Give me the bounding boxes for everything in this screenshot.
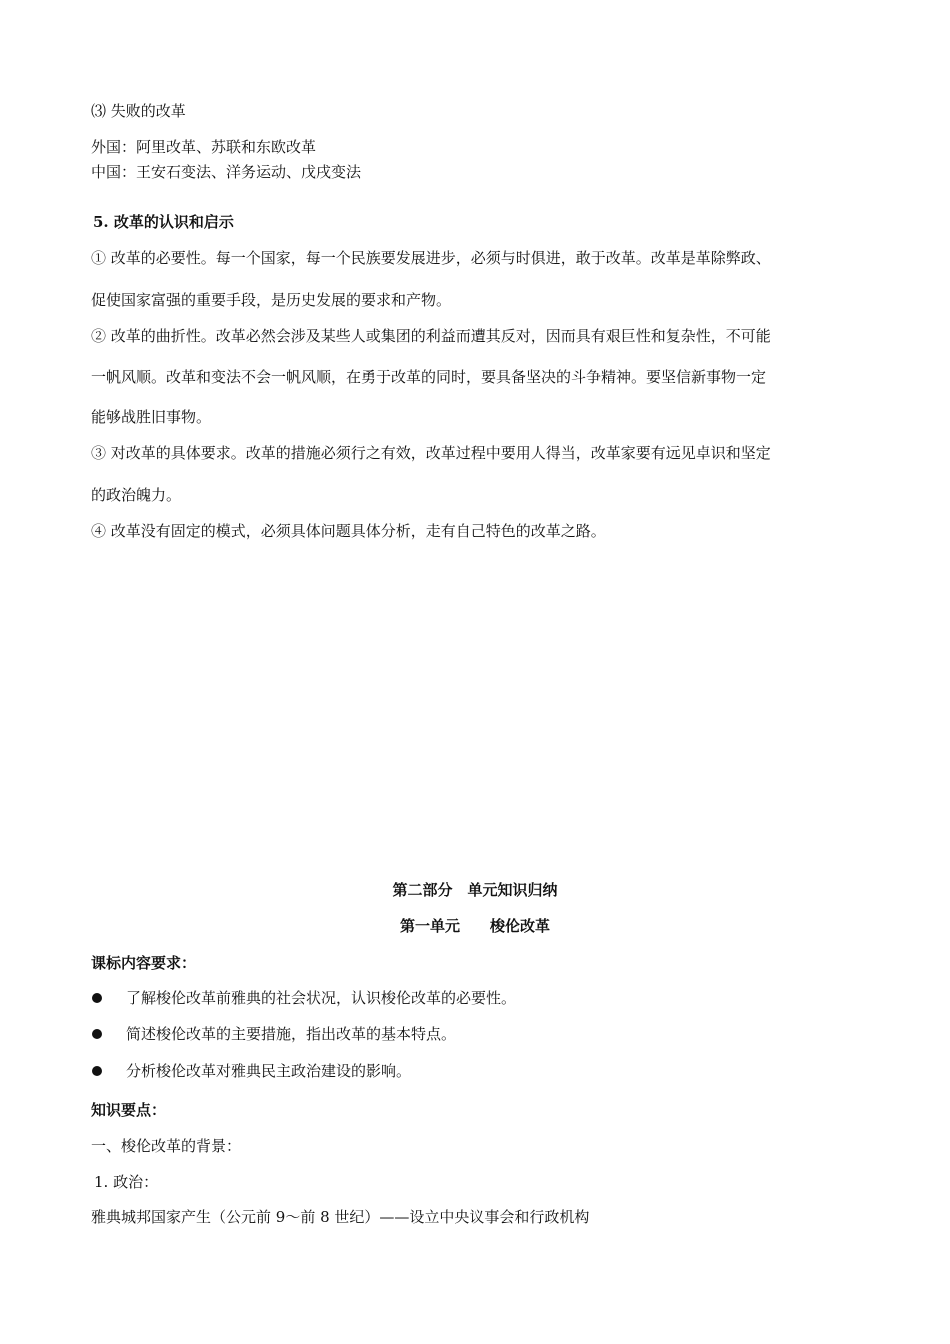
point-1-line-2: 促使国家富强的重要手段，是历史发展的要求和产物。 (91, 291, 452, 309)
point-2-line-1: ② 改革的曲折性。改革必然会涉及某些人或集团的利益而遭其反对，因而具有艰巨性和复杂性，不可能 (91, 327, 771, 345)
bullet-text: 分析梭伦改革对雅典民主政治建设的影响。 (126, 1062, 412, 1080)
bullet-dot (92, 1029, 102, 1039)
point-1-line-1: ① 改革的必要性。每一个国家，每一个民族要发展进步，必须与时俱进，敢于改革。改革是革除弊政、 (91, 249, 771, 267)
background-heading: 一、梭伦改革的背景： (91, 1137, 242, 1155)
part-title: 第二部分 单元知识归纳 (392, 881, 558, 899)
bullet-text: 了解梭伦改革前雅典的社会状况，认识梭伦改革的必要性。 (126, 989, 517, 1007)
point-2-line-3: 能够战胜旧事物。 (91, 408, 212, 426)
politics-heading: 1. 政治： (94, 1173, 159, 1191)
failed-reforms-heading: ⑶ 失败的改革 (91, 102, 186, 120)
politics-line: 雅典城邦国家产生（公元前 9～前 8 世纪）——设立中央议事会和行政机构 (91, 1208, 590, 1226)
curriculum-heading: 课标内容要求： (91, 954, 197, 972)
knowledge-heading: 知识要点： (91, 1101, 167, 1119)
foreign-reforms-line: 外国：阿里改革、苏联和东欧改革 (91, 138, 317, 156)
bullet-dot (92, 1066, 102, 1076)
bullet-text: 简述梭伦改革的主要措施，指出改革的基本特点。 (126, 1025, 457, 1043)
point-3-line-2: 的政治魄力。 (91, 486, 182, 504)
bullet-dot (92, 993, 102, 1003)
unit-title: 第一单元 梭伦改革 (399, 917, 550, 935)
point-4-line-1: ④ 改革没有固定的模式，必须具体问题具体分析，走有自己特色的改革之路。 (91, 522, 606, 540)
section-5-heading: 5. 改革的认识和启示 (93, 213, 234, 231)
point-3-line-1: ③ 对改革的具体要求。改革的措施必须行之有效，改革过程中要用人得当，改革家要有远见卓识和坚定 (91, 444, 771, 462)
china-reforms-line: 中国：王安石变法、洋务运动、戊戌变法 (91, 163, 362, 181)
point-2-line-2: 一帆风顺。改革和变法不会一帆风顺，在勇于改革的同时，要具备坚决的斗争精神。要坚信新事物一定 (91, 368, 767, 386)
